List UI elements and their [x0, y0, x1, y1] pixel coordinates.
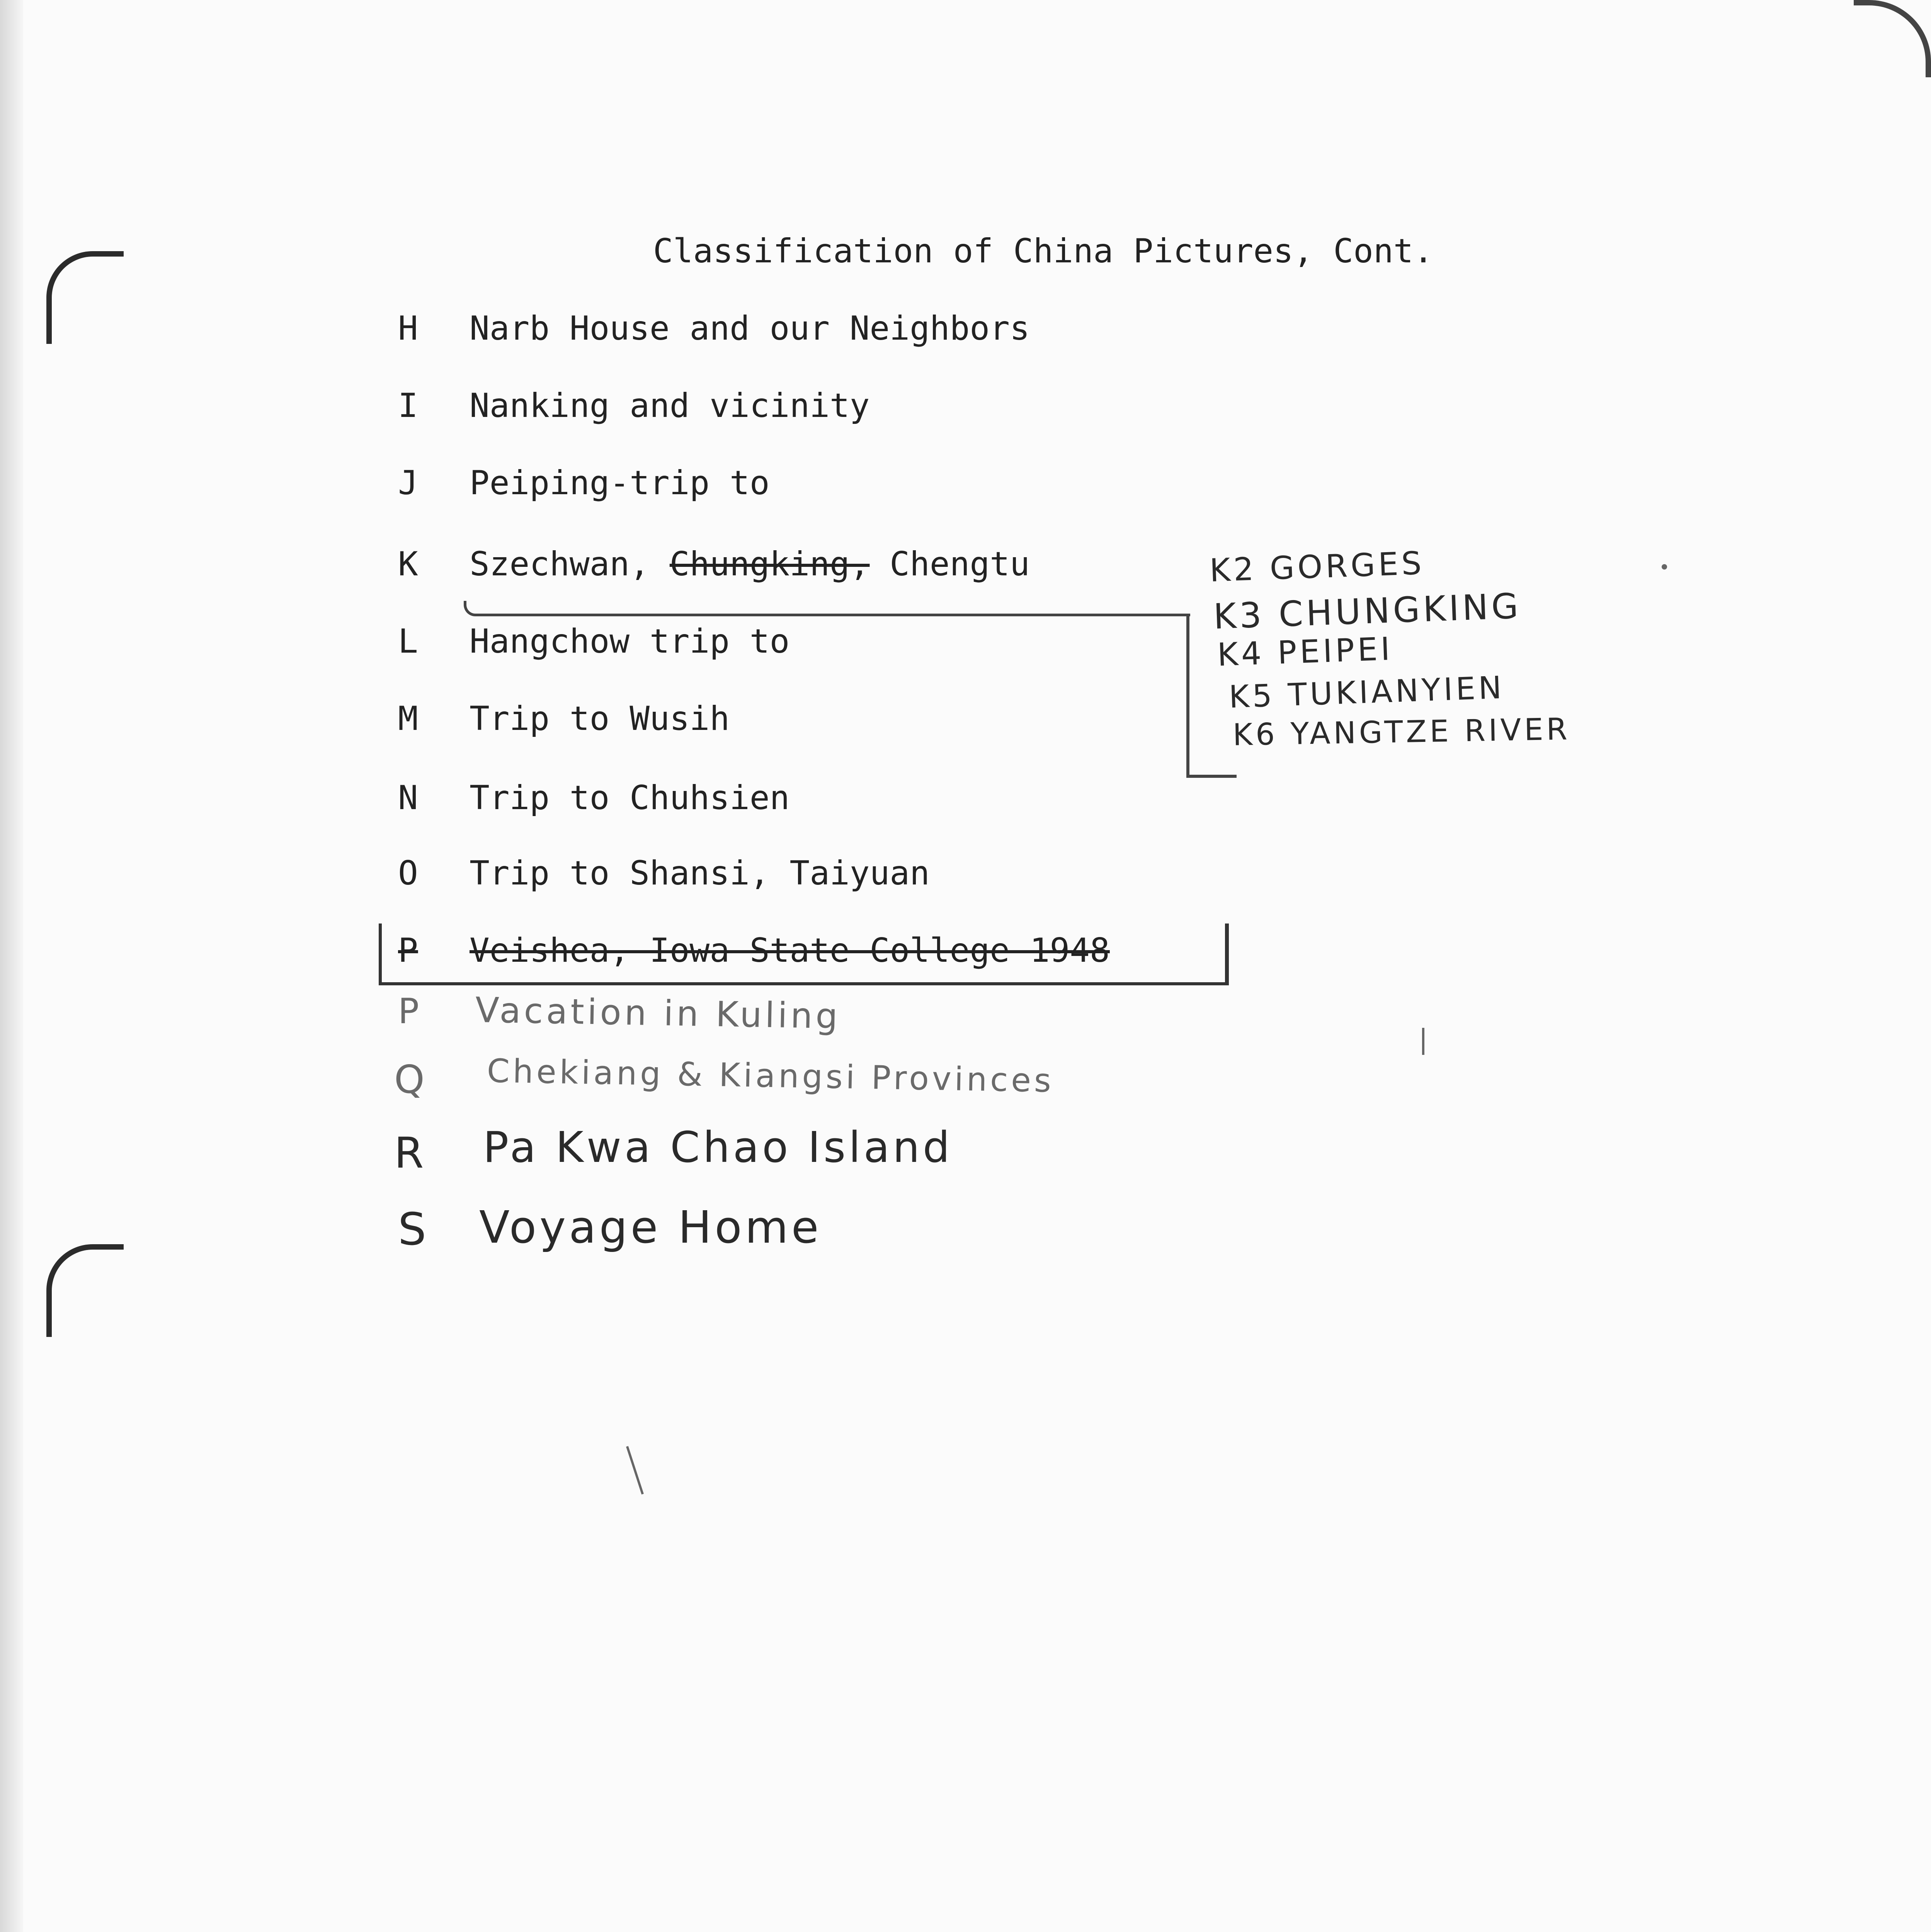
entry-letter-struck: P: [398, 931, 418, 970]
entry-text-part: Szechwan,: [470, 545, 670, 583]
entry-text: Trip to Chuhsien: [470, 779, 790, 817]
stray-mark: [626, 1446, 644, 1494]
entry-letter: M: [398, 699, 418, 738]
k-bracket-line: [464, 601, 1190, 616]
entry-letter: Q: [394, 1057, 428, 1102]
page-edge-shadow: [0, 0, 23, 1932]
entry-text: Trip to Wusih: [470, 699, 730, 738]
struck-text: Veishea,: [470, 931, 650, 970]
k-subcategory: K6 YANGTZE RIVER: [1232, 712, 1571, 753]
struck-text: Chungking,: [669, 545, 870, 583]
k-bracket-foot: [1186, 775, 1237, 778]
entry-letter: S: [398, 1204, 429, 1255]
entry-letter: I: [398, 386, 418, 425]
entry-letter: R: [394, 1128, 427, 1178]
page-corner: [1854, 0, 1931, 77]
binder-hole: [46, 251, 124, 344]
entry-text-part: Chengtu: [869, 545, 1030, 583]
k-subcategory: K3 CHUNGKING: [1213, 586, 1522, 637]
entry-letter: J: [398, 464, 418, 502]
entry-letter: P: [398, 991, 422, 1032]
k-subcategory: K5 TUKIANYIEN: [1228, 669, 1506, 715]
strike-bracket: [379, 923, 1229, 985]
entry-text: Hangchow trip to: [470, 622, 790, 661]
stray-mark: [1422, 1028, 1424, 1055]
entry-letter: L: [398, 622, 418, 661]
entry-letter: O: [398, 854, 418, 893]
struck-text: Iowa State College 1948: [650, 931, 1110, 970]
entry-text: Vacation in Kuling: [475, 990, 841, 1037]
entry-letter: K: [398, 545, 418, 583]
binder-hole: [46, 1244, 124, 1337]
entry-text: Trip to Shansi, Taiyuan: [470, 854, 930, 893]
k-subcategory: K4 PEIPEI: [1216, 631, 1394, 673]
entry-text-k: [470, 545, 1030, 583]
entry-text: Pa Kwa Chao Island: [483, 1122, 953, 1172]
k-subcategory: K2 GORGES: [1209, 545, 1425, 589]
entry-text: Voyage Home: [479, 1202, 822, 1253]
k-bracket-vertical: [1186, 614, 1189, 777]
entry-letter: N: [398, 779, 418, 817]
entry-letter: H: [398, 309, 418, 348]
entry-text: Narb House and our Neighbors: [470, 309, 1030, 348]
stray-mark: [1662, 564, 1667, 570]
entry-text: Peiping-trip to: [470, 464, 770, 502]
entry-text: Chekiang & Kiangsi Provinces: [487, 1052, 1055, 1100]
document-title: Classification of China Pictures, Cont.: [653, 232, 1434, 270]
entry-text: Nanking and vicinity: [470, 386, 870, 425]
